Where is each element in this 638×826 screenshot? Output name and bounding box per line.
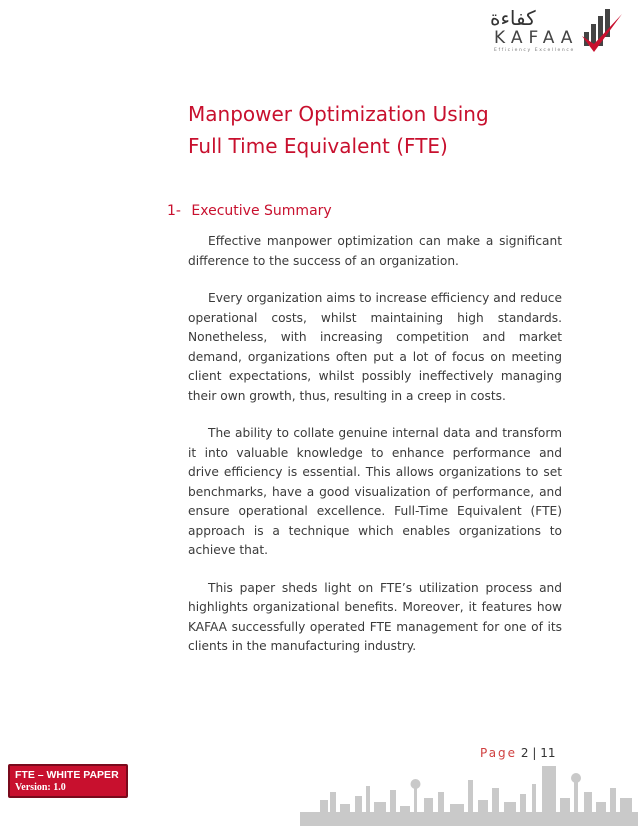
city-skyline-graphic: [300, 762, 638, 826]
section-title: Executive Summary: [191, 203, 332, 219]
badge-version: Version: 1.0: [15, 782, 66, 793]
badge-title: FTE – WHITE PAPER: [15, 769, 119, 781]
kafaa-logo: [488, 6, 628, 56]
logo-chart-check-icon: [580, 6, 626, 56]
document-title: [188, 98, 588, 162]
version-badge: [8, 764, 128, 798]
logo-tagline: Efficiency Excellence: [494, 48, 575, 53]
paragraph: The ability to collate genuine internal data and transform it into valuable knowledge to enhance performance and drive efficiency is essential. This allows organizations to set benchmarks, have a good visualization of performance, and ensure operational excellence. Full-Time Equivalent (FTE) approach is a technique which enables organizations to achieve that.: [188, 426, 562, 557]
page-label: Page: [480, 746, 518, 760]
paragraph: Every organization aims to increase efficiency and reduce operational costs, whilst maintaining high standards. Nonetheless, with increasing competition and market demand, organizations often put a lot of focus on meeting client expectations, whilst possibly ineffectively managing their own growth, thus, resulting in a creep in costs.: [188, 291, 562, 403]
page-number: [480, 746, 556, 760]
section-number: 1-: [167, 203, 181, 219]
page-total: 11: [540, 746, 556, 760]
page-separator: |: [532, 746, 537, 760]
title-line-1: Manpower Optimization Using: [188, 102, 489, 126]
body-content: [188, 232, 562, 675]
title-line-2: Full Time Equivalent (FTE): [188, 134, 448, 158]
paragraph: This paper sheds light on FTE’s utilization process and highlights organizational benefits. Moreover, it features how KAFAA successfully operated FTE management for one of its clients in the manufacturing industry.: [188, 580, 562, 653]
section-heading: [167, 203, 332, 219]
page-current: 2: [520, 746, 529, 760]
logo-name: KAFAA: [494, 28, 579, 48]
logo-arabic-text: كفاءة: [490, 6, 536, 30]
paragraph: Effective manpower optimization can make a significant difference to the success of an organization.: [188, 234, 562, 268]
